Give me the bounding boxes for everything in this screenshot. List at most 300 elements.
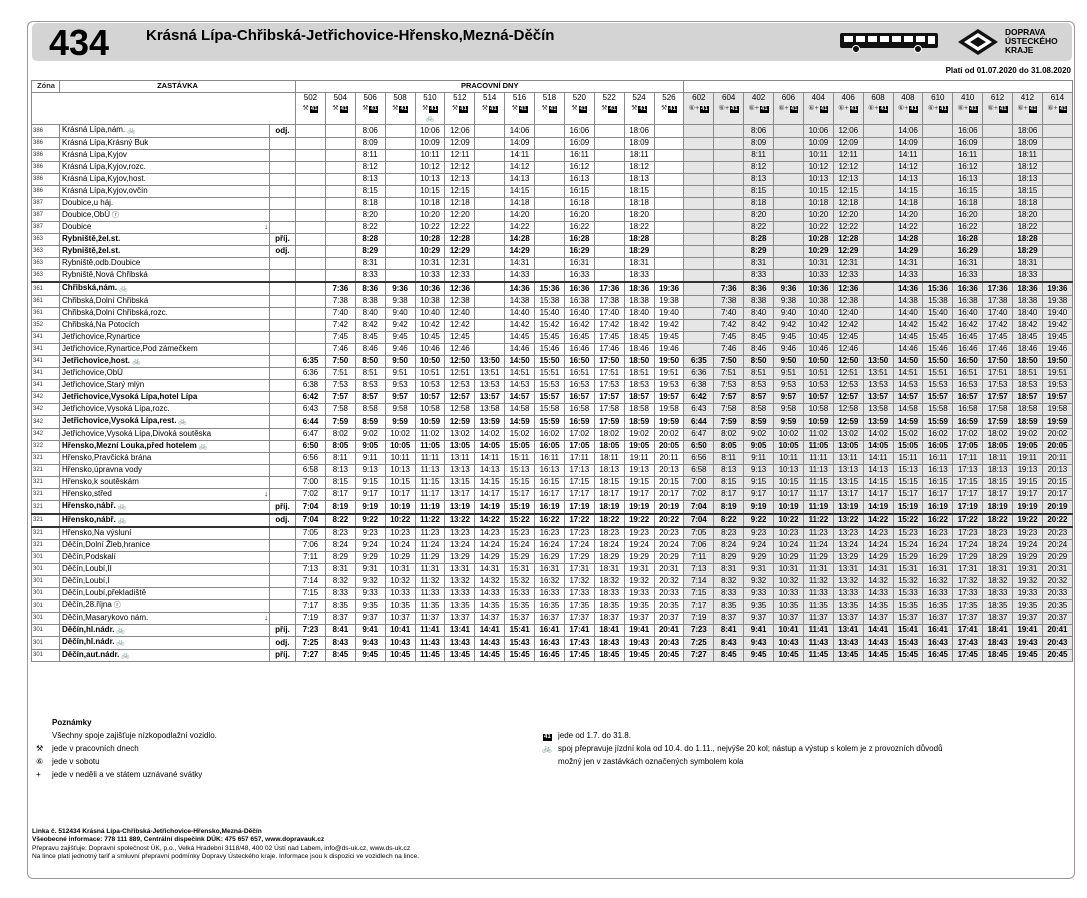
departure-time: 8:31 bbox=[355, 258, 385, 270]
arr-dep-mark bbox=[270, 185, 296, 197]
departure-time: 18:41 bbox=[594, 624, 624, 637]
departure-time: 16:58 bbox=[564, 404, 594, 416]
departure-time bbox=[535, 270, 565, 283]
departure-time: 20:31 bbox=[654, 564, 684, 576]
departure-time: 7:25 bbox=[296, 637, 326, 650]
departure-time: 17:05 bbox=[953, 440, 983, 453]
departure-time: 12:50 bbox=[833, 355, 863, 368]
departure-time: 19:05 bbox=[624, 440, 654, 453]
note-item bbox=[36, 768, 217, 781]
departure-time bbox=[535, 209, 565, 222]
departure-time: 11:35 bbox=[803, 600, 833, 613]
departure-time bbox=[475, 234, 505, 246]
departure-time: 8:28 bbox=[355, 234, 385, 246]
departure-time: 12:13 bbox=[445, 173, 475, 185]
stop-name bbox=[60, 270, 270, 283]
note-41-badge: 41 bbox=[639, 106, 647, 112]
trip-id: 518 bbox=[542, 93, 557, 102]
departure-time bbox=[923, 161, 953, 173]
departure-time bbox=[475, 331, 505, 343]
departure-time: 18:12 bbox=[624, 161, 654, 173]
departure-time bbox=[1042, 209, 1072, 222]
departure-time: 8:24 bbox=[325, 540, 355, 552]
departure-time: 12:18 bbox=[833, 197, 863, 209]
day-symbol-icon: ⚒ bbox=[571, 105, 578, 112]
departure-time: 16:11 bbox=[923, 453, 953, 465]
departure-time bbox=[296, 343, 326, 355]
departure-time: 13:50 bbox=[475, 355, 505, 368]
note-41-badge: 41 bbox=[609, 106, 617, 112]
stop-row bbox=[32, 197, 1073, 209]
departure-time: 12:12 bbox=[445, 161, 475, 173]
departure-time: 16:38 bbox=[564, 295, 594, 307]
departure-time: 15:19 bbox=[505, 501, 535, 514]
departure-time: 10:45 bbox=[774, 649, 804, 662]
day-symbol-icon: ⚒ bbox=[392, 105, 399, 112]
departure-time bbox=[863, 149, 893, 161]
trip-number bbox=[564, 93, 594, 125]
departure-time: 17:15 bbox=[564, 477, 594, 489]
departure-time: 9:37 bbox=[355, 612, 385, 624]
departure-time: 8:53 bbox=[744, 380, 774, 392]
departure-time: 6:44 bbox=[296, 416, 326, 429]
departure-time bbox=[923, 222, 953, 234]
departure-time: 15:15 bbox=[893, 477, 923, 489]
departure-time: 9:59 bbox=[385, 416, 415, 429]
departure-time: 20:05 bbox=[1042, 440, 1072, 453]
departure-time: 7:04 bbox=[296, 501, 326, 514]
departure-time: 19:13 bbox=[1013, 465, 1043, 477]
departure-time: 8:31 bbox=[744, 258, 774, 270]
departure-time bbox=[684, 246, 714, 258]
departure-time: 7:57 bbox=[714, 392, 744, 404]
departure-time: 10:32 bbox=[385, 576, 415, 588]
zone-number: 386 bbox=[32, 149, 60, 161]
bike-icon: 🚲 bbox=[114, 639, 126, 646]
stop-name-text: Hřensko,Pravčická brána bbox=[62, 453, 152, 463]
departure-time: 16:46 bbox=[953, 343, 983, 355]
departure-time: 9:51 bbox=[774, 368, 804, 380]
departure-time: 15:58 bbox=[535, 404, 565, 416]
stop-name bbox=[60, 137, 270, 149]
arr-dep-mark bbox=[270, 440, 296, 453]
departure-time bbox=[774, 222, 804, 234]
zone-number: 301 bbox=[32, 637, 60, 650]
departure-time: 18:11 bbox=[983, 453, 1013, 465]
departure-time: 17:15 bbox=[953, 477, 983, 489]
departure-time bbox=[296, 319, 326, 331]
departure-time: 9:36 bbox=[774, 282, 804, 295]
stop-name bbox=[60, 331, 270, 343]
departure-time bbox=[774, 149, 804, 161]
departure-time: 9:13 bbox=[744, 465, 774, 477]
departure-time: 12:06 bbox=[445, 125, 475, 138]
departure-time: 16:12 bbox=[953, 161, 983, 173]
arr-dep-mark bbox=[270, 295, 296, 307]
departure-time: 7:40 bbox=[325, 307, 355, 319]
departure-time: 16:33 bbox=[535, 588, 565, 600]
departure-time: 16:17 bbox=[535, 489, 565, 501]
note-41-badge: 41 bbox=[310, 106, 318, 112]
departure-time: 14:15 bbox=[475, 477, 505, 489]
departure-time bbox=[714, 209, 744, 222]
bike-icon: 🚲 bbox=[425, 115, 435, 122]
departure-time: 10:18 bbox=[803, 197, 833, 209]
departure-time: 9:40 bbox=[385, 307, 415, 319]
departure-time: 10:23 bbox=[774, 527, 804, 540]
departure-time bbox=[714, 234, 744, 246]
departure-time: 18:36 bbox=[624, 282, 654, 295]
departure-time: 11:05 bbox=[803, 440, 833, 453]
departure-time: 19:35 bbox=[1013, 600, 1043, 613]
departure-time: 18:31 bbox=[594, 564, 624, 576]
departure-time bbox=[983, 125, 1013, 138]
departure-time bbox=[325, 173, 355, 185]
departure-time: 19:19 bbox=[624, 501, 654, 514]
departure-time: 16:09 bbox=[953, 137, 983, 149]
departure-time bbox=[774, 246, 804, 258]
departure-time: 10:57 bbox=[415, 392, 445, 404]
stop-name bbox=[60, 380, 270, 392]
stop-row bbox=[32, 440, 1073, 453]
departure-time bbox=[684, 295, 714, 307]
trip-id: 614 bbox=[1050, 93, 1065, 102]
departure-time: 19:51 bbox=[1042, 368, 1072, 380]
day-symbol-icon: ⑥+ bbox=[868, 105, 879, 112]
departure-time: 6:43 bbox=[296, 404, 326, 416]
departure-time: 10:17 bbox=[774, 489, 804, 501]
stop-name bbox=[60, 295, 270, 307]
day-symbol-icon: ⑥+ bbox=[718, 105, 730, 112]
departure-time: 14:33 bbox=[505, 270, 535, 283]
departure-time: 9:42 bbox=[385, 319, 415, 331]
departure-time: 19:31 bbox=[1013, 564, 1043, 576]
note-41-badge: 41 bbox=[430, 106, 437, 112]
departure-time: 9:59 bbox=[774, 416, 804, 429]
departure-time: 14:22 bbox=[475, 514, 505, 528]
departure-time: 14:17 bbox=[863, 489, 893, 501]
departure-time: 8:42 bbox=[744, 319, 774, 331]
departure-time: 9:40 bbox=[774, 307, 804, 319]
departure-time: 14:45 bbox=[893, 331, 923, 343]
departure-time: 14:24 bbox=[863, 540, 893, 552]
departure-time: 10:46 bbox=[803, 343, 833, 355]
departure-time: 8:11 bbox=[355, 149, 385, 161]
departure-time: 16:40 bbox=[564, 307, 594, 319]
departure-time bbox=[983, 270, 1013, 283]
departure-time: 12:53 bbox=[445, 380, 475, 392]
departure-time: 17:42 bbox=[983, 319, 1013, 331]
departure-time: 10:53 bbox=[803, 380, 833, 392]
departure-time: 10:09 bbox=[803, 137, 833, 149]
departure-time: 7:23 bbox=[296, 624, 326, 637]
note-41-badge: 41 bbox=[790, 106, 798, 112]
departure-time: 17:38 bbox=[594, 295, 624, 307]
departure-time: 10:29 bbox=[415, 246, 445, 258]
departure-time bbox=[1042, 197, 1072, 209]
departure-time: 11:11 bbox=[415, 453, 445, 465]
departure-time: 10:20 bbox=[415, 209, 445, 222]
departure-time: 14:59 bbox=[505, 416, 535, 429]
departure-time: 20:41 bbox=[654, 624, 684, 637]
trip-id: 512 bbox=[453, 93, 467, 102]
departure-time: 18:40 bbox=[1013, 307, 1043, 319]
departure-time: 20:43 bbox=[1042, 637, 1072, 650]
departure-time: 8:20 bbox=[744, 209, 774, 222]
departure-time: 17:35 bbox=[564, 600, 594, 613]
departure-time bbox=[535, 222, 565, 234]
stop-name-text: Jetřichovice,Vysoká Lípa,rozc. bbox=[62, 404, 170, 414]
departure-time: 18:53 bbox=[624, 380, 654, 392]
departure-time: 13:58 bbox=[863, 404, 893, 416]
arr-dep-mark bbox=[270, 307, 296, 319]
departure-time bbox=[863, 258, 893, 270]
departure-time: 7:25 bbox=[684, 637, 714, 650]
departure-time bbox=[1042, 246, 1072, 258]
departure-time bbox=[325, 161, 355, 173]
departure-time bbox=[774, 137, 804, 149]
arr-dep-mark: příj. bbox=[270, 649, 296, 662]
departure-time: 8:58 bbox=[744, 404, 774, 416]
note-text: Všechny spoje zajišťuje nízkopodlažní vozidlo. bbox=[52, 731, 217, 740]
departure-time: 10:43 bbox=[774, 637, 804, 650]
departure-time bbox=[983, 258, 1013, 270]
departure-time: 14:58 bbox=[893, 404, 923, 416]
departure-time bbox=[774, 161, 804, 173]
departure-time: 17:05 bbox=[564, 440, 594, 453]
departure-time: 12:12 bbox=[833, 161, 863, 173]
note-text: jede v pracovních dnech bbox=[52, 744, 139, 753]
departure-time: 18:11 bbox=[594, 453, 624, 465]
departure-time: 6:47 bbox=[684, 428, 714, 440]
departure-time: 15:38 bbox=[535, 295, 565, 307]
arr-dep-mark bbox=[270, 258, 296, 270]
departure-time: 16:42 bbox=[953, 319, 983, 331]
departure-time bbox=[923, 173, 953, 185]
departure-time: 8:31 bbox=[325, 564, 355, 576]
note-41-badge: 41 bbox=[579, 106, 587, 112]
stop-row bbox=[32, 343, 1073, 355]
trip-id: 406 bbox=[841, 93, 855, 102]
departure-time: 7:04 bbox=[684, 514, 714, 528]
stop-name-text: Chřibská,Dolní Chřibská bbox=[62, 295, 149, 305]
departure-time: 10:33 bbox=[803, 270, 833, 283]
departure-time bbox=[325, 209, 355, 222]
departure-time: 11:02 bbox=[803, 428, 833, 440]
departure-time: 16:19 bbox=[923, 501, 953, 514]
departure-time: 6:35 bbox=[684, 355, 714, 368]
departure-time: 12:33 bbox=[833, 270, 863, 283]
departure-time: 18:53 bbox=[1013, 380, 1043, 392]
stop-row bbox=[32, 392, 1073, 404]
departure-time: 16:57 bbox=[953, 392, 983, 404]
departure-time: 7:05 bbox=[684, 527, 714, 540]
departure-time: 15:41 bbox=[893, 624, 923, 637]
departure-time: 19:41 bbox=[1013, 624, 1043, 637]
stop-row bbox=[32, 222, 1073, 234]
trip-number bbox=[863, 93, 893, 125]
departure-time: 14:36 bbox=[505, 282, 535, 295]
departure-time: 15:43 bbox=[505, 637, 535, 650]
departure-time: 7:57 bbox=[325, 392, 355, 404]
departure-time: 18:05 bbox=[594, 440, 624, 453]
departure-time: 19:43 bbox=[624, 637, 654, 650]
departure-time: 14:35 bbox=[475, 600, 505, 613]
departure-time: 17:36 bbox=[983, 282, 1013, 295]
departure-time: 12:40 bbox=[445, 307, 475, 319]
stop-row bbox=[32, 295, 1073, 307]
departure-time: 11:41 bbox=[415, 624, 445, 637]
departure-time: 13:53 bbox=[475, 380, 505, 392]
departure-time: 7:04 bbox=[296, 514, 326, 528]
departure-time: 7:53 bbox=[325, 380, 355, 392]
departure-time: 20:22 bbox=[1042, 514, 1072, 528]
departure-time: 14:59 bbox=[893, 416, 923, 429]
departure-time: 19:51 bbox=[654, 368, 684, 380]
departure-time bbox=[923, 258, 953, 270]
stop-name bbox=[60, 453, 270, 465]
departure-time bbox=[714, 258, 744, 270]
departure-time: 8:43 bbox=[325, 637, 355, 650]
departure-time: 8:46 bbox=[355, 343, 385, 355]
departure-time: 9:58 bbox=[385, 404, 415, 416]
departure-time: 10:38 bbox=[803, 295, 833, 307]
stop-name-text: Hřensko,nábř. bbox=[62, 514, 116, 524]
departure-time: 12:57 bbox=[833, 392, 863, 404]
stop-name-text: Krásná Lípa,Krásný Buk bbox=[62, 137, 149, 147]
departure-time: 14:15 bbox=[863, 477, 893, 489]
stop-row bbox=[32, 540, 1073, 552]
departure-time: 10:29 bbox=[803, 246, 833, 258]
departure-time: 16:22 bbox=[535, 514, 565, 528]
trip-id: 412 bbox=[1020, 93, 1035, 102]
departure-time: 8:22 bbox=[355, 222, 385, 234]
departure-time bbox=[296, 197, 326, 209]
departure-time bbox=[1042, 222, 1072, 234]
departure-time: 8:22 bbox=[325, 514, 355, 528]
departure-time: 6:50 bbox=[296, 440, 326, 453]
departure-time bbox=[296, 222, 326, 234]
stop-row bbox=[32, 270, 1073, 283]
departure-time: 10:31 bbox=[803, 258, 833, 270]
trip-id: 510 bbox=[423, 93, 437, 102]
note-symbol-icon: ⑥ bbox=[36, 757, 44, 766]
arr-dep-mark bbox=[270, 270, 296, 283]
departure-time: 18:15 bbox=[983, 477, 1013, 489]
arr-dep-mark: odj. bbox=[270, 125, 296, 138]
departure-time: 17:29 bbox=[953, 552, 983, 564]
departure-time: 6:36 bbox=[296, 368, 326, 380]
departure-time: 9:32 bbox=[744, 576, 774, 588]
departure-time: 18:20 bbox=[1013, 209, 1043, 222]
stop-name-text: Rybniště,odb.Doubice bbox=[62, 258, 141, 268]
departure-time: 8:15 bbox=[355, 185, 385, 197]
stop-name bbox=[60, 428, 270, 440]
departure-time: 7:59 bbox=[325, 416, 355, 429]
departure-time: 13:19 bbox=[833, 501, 863, 514]
stop-row bbox=[32, 307, 1073, 319]
departure-time: 17:57 bbox=[594, 392, 624, 404]
departure-time: 11:13 bbox=[803, 465, 833, 477]
departure-time bbox=[863, 137, 893, 149]
day-symbol-icon: ⑥+ bbox=[987, 105, 998, 112]
departure-time: 7:45 bbox=[325, 331, 355, 343]
departure-time: 10:02 bbox=[774, 428, 804, 440]
note-41-badge: 41 bbox=[940, 106, 947, 112]
departure-time: 8:22 bbox=[744, 222, 774, 234]
departure-time: 8:32 bbox=[714, 576, 744, 588]
departure-time: 18:02 bbox=[983, 428, 1013, 440]
stop-name bbox=[60, 501, 270, 514]
departure-time: 8:37 bbox=[714, 612, 744, 624]
departure-time: 8:23 bbox=[325, 527, 355, 540]
stop-name-text: Rybniště,žel.st. bbox=[62, 234, 121, 244]
departure-time: 18:29 bbox=[983, 552, 1013, 564]
departure-time: 8:19 bbox=[325, 501, 355, 514]
departure-time: 12:59 bbox=[445, 416, 475, 429]
departure-time: 10:43 bbox=[385, 637, 415, 650]
departure-time: 11:19 bbox=[415, 501, 445, 514]
departure-time: 14:06 bbox=[505, 125, 535, 138]
departure-time: 18:19 bbox=[594, 501, 624, 514]
departure-time: 9:33 bbox=[355, 588, 385, 600]
note-item bbox=[36, 755, 217, 768]
note-41-badge: 41 bbox=[489, 106, 497, 112]
zone-number: 341 bbox=[32, 343, 60, 355]
stop-name bbox=[60, 125, 270, 138]
departure-time: 19:29 bbox=[1013, 552, 1043, 564]
departure-time: 9:22 bbox=[355, 514, 385, 528]
departure-time: 14:20 bbox=[893, 209, 923, 222]
departure-time bbox=[385, 137, 415, 149]
line-number: 434 bbox=[49, 22, 110, 63]
departure-time bbox=[714, 270, 744, 283]
arrow-down-icon: ↓ bbox=[264, 612, 268, 622]
stop-row bbox=[32, 489, 1073, 501]
departure-time bbox=[385, 185, 415, 197]
departure-time: 17:38 bbox=[983, 295, 1013, 307]
departure-time: 17:13 bbox=[953, 465, 983, 477]
note-41-badge: 41 bbox=[760, 106, 768, 112]
departure-time bbox=[296, 149, 326, 161]
departure-time: 13:57 bbox=[475, 392, 505, 404]
departure-time: 15:37 bbox=[505, 612, 535, 624]
stop-name bbox=[60, 404, 270, 416]
departure-time: 16:02 bbox=[535, 428, 565, 440]
stop-name bbox=[60, 588, 270, 600]
stop-row bbox=[32, 588, 1073, 600]
arr-dep-mark bbox=[270, 197, 296, 209]
departure-time: 17:11 bbox=[564, 453, 594, 465]
departure-time: 13:58 bbox=[475, 404, 505, 416]
departure-time: 19:40 bbox=[1042, 307, 1072, 319]
departure-time: 14:32 bbox=[863, 576, 893, 588]
departure-time: 8:50 bbox=[744, 355, 774, 368]
stop-row bbox=[32, 355, 1073, 368]
stop-name-text: Děčín,hl.nádr. bbox=[62, 624, 115, 634]
departure-time bbox=[714, 173, 744, 185]
departure-time bbox=[475, 149, 505, 161]
departure-time: 9:17 bbox=[355, 489, 385, 501]
departure-time bbox=[863, 209, 893, 222]
trip-number bbox=[505, 93, 535, 125]
departure-time: 11:31 bbox=[415, 564, 445, 576]
arr-dep-mark bbox=[270, 173, 296, 185]
stop-row bbox=[32, 319, 1073, 331]
departure-time: 16:15 bbox=[953, 185, 983, 197]
departure-time: 14:15 bbox=[505, 185, 535, 197]
departure-time: 12:06 bbox=[833, 125, 863, 138]
